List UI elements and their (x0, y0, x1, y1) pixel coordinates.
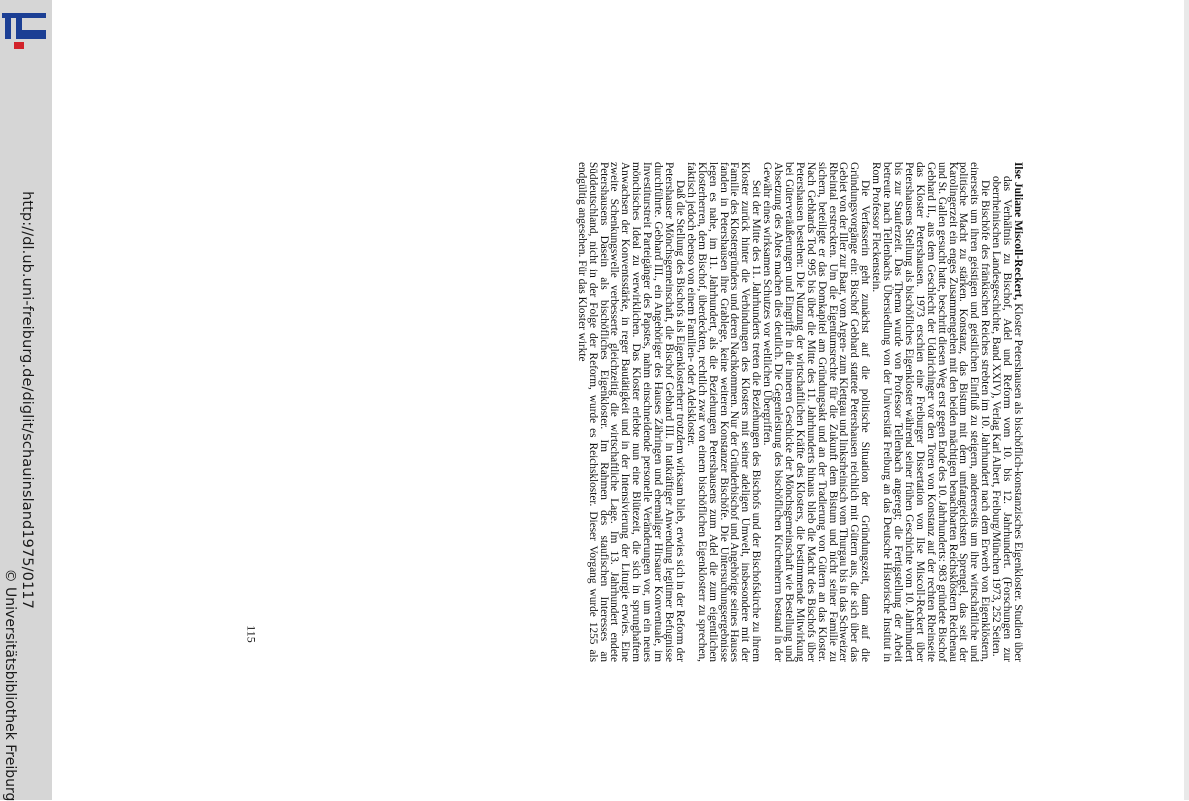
copyright-notice: © Universitätsbibliothek Freiburg (2, 568, 18, 801)
scrollbar[interactable] (1184, 0, 1189, 800)
paragraph-4: Daß die Stellung des Bischofs als Eigenklosterherr trotzdem wirksam blieb, erwies sich in der Reform der Petershauser Mönchsgemeinschaft, die Bischof Gebhard III. in tatkräftiger Anwendung legitimer Befugnisse durchführte. Gebhard III., ein Angehöriger des Hauses Zähringen und ehemaliger Hirsauer Konventuale, im Investiturstreit Parteigänger des Papstes, nahm einschneidende personelle Veränderungen vor, um ein neues mönchisches Ideal zu verwirklichen. Das Kloster erlebte nun eine Blütezeit, die sich in sprunghaftem Anwachsen der Konventsstärke, in reger Bautätigkeit und in der Intensivierung der Liturgie erwies. Eine zweite Schenkungswelle verbesserte gleichzeitig die wirtschaftliche Lage. Im 13. Jahrhundert endete Petershausens Dasein als bischöfliches Eigenkloster. Im Rahmen des staufischen Interesses an Süddeutschland, nicht in der Folge der Reform, wurde es Reichskloster. Dieser Vorgang wurde 1255 als endgültig angesehen. Für das Kloster wirkte (575, 162, 686, 662)
book-author: Ilse Juliane Miscoll-Reckert, (1012, 162, 1024, 301)
book-citation: Kloster Petershausen als bischöflich-konstanzisches Eigenkloster. Studien über das Verhältnis zu Bischof, Adel und Reform vom 10. bis 12. Jahrhundert. (Forschungen zur oberrheinischen Landesgeschichte, Band XXIV), Verlag Karl Albert, Freiburg/München 1973, 252 Seiten. (990, 176, 1024, 662)
book-entry (990, 162, 1023, 662)
page-number: 115 (244, 625, 259, 643)
university-logo-icon (2, 10, 46, 50)
paragraph-1: Die Bischöfe des fränkischen Reiches strebten im 10. Jahrhundert nach dem Erwerb von Eigenklöstern, einerseits um ihren geistigen und geistlichen Einfluß zu steigern, andererseits um ihre wirtschaftliche und politische Macht zu stärken. Konstanz, das Bistum mit dem umfangreichsten Sprengel, das seit der Karolingerzeit ein enges Zusammengehen mit den beiden mächtigen benachbarten Reichsklöstern Reichenau und St. Gallen gesucht hatte, beschritt diesen Weg erst gegen Ende des 10. Jahrhunderts: 983 gründete Bischof Gebhard II., aus dem Geschlecht der Udalrichinger vor den Toren von Konstanz auf der rechten Rheinseite das Kloster Petershausen. 1973 erschien eine Freiburger Dissertation von Ilse Miscoll-Reckert über Petershausens Stellung als bischöfliches Eigenkloster während seiner frühen Geschichte vom 10. Jahrhundert bis zur Stauferzeit. Das Thema wurde von Professor Tellenbach angeregt; die Fertigstellung der Arbeit betreute nach Tellenbachs Übersiedlung von der Universität Freiburg an das Deutsche Historische Institut in Rom Professor Fleckenstein. (870, 162, 992, 662)
viewer-sidebar (0, 0, 52, 800)
paragraph-2: Die Verfasserin geht zunächst auf die politische Situation der Gründungszeit, dann auf die Gründungsvorgänge ein: Bischof Gebhard stattete Petershausen reichlich mit Gütern aus, die sich über das Gebiet von der Iller zur Baar, vom Argen- zum Klettgau und linksrheinisch vom Thurgau bis in das Schweizer Rheintal erstreckten. Um die Eigentumsrechte für die Zukunft dem Bistum und nicht seiner Familie zu sichern, beteiligte er das Domkapitel am Gründungsakt und an der Tradierung von Gütern an das Kloster. Nach Gebhards Tod 995 bis über die Mitte des 11. Jahrhunderts hinaus blieb die Macht des Bischofs über Petershausen bestehen: Die Nutzung der wirtschaftlichen Kräfte des Klosters, die bestimmende Mitwirkung bei Güterveräußerungen und Eingriffe in die inneren Geschicke der Mönchsgemeinschaft wie Bestellung und Absetzung des Abtes machen dies deutlich. Die Gegenleistung des bischöflichen Kirchenherrn bestand in der Gewähr eines wirksamen Schutzes vor weltlichen Übergriffen. (761, 162, 872, 662)
paragraph-3: Seit der Mitte des 11. Jahrhunderts treten die Beziehungen des Bischofs und der Bischofskirche zu ihrem Kloster zurück hinter die Verbindungen des Klosters mit seiner adeligen Umwelt, insbesondere mit der Familie des Klostergründers und deren Nachkommen. Nur der Gründerbischof und Angehörige seines Hauses fanden in Petershausen ihre Grablege, keine weiteren Konstanzer Bischöfe. Die Untersuchungsergebnisse legen es nahe, im 11. Jahrhundert, als die Beziehungen Petershausens zum Adel die zum eigentlichen Klosterherren, dem Bischof, überdeckten, rechtlich zwar von einem bischöflichen Eigenklosterr zu sprechen, faktisch jedoch ebenso von einem Familien- oder Adelskloster. (684, 162, 763, 662)
source-url[interactable]: http://dl.ub.uni-freiburg.de/diglit/schauinsland1975/0117 (19, 191, 35, 609)
scanned-page-text (443, 162, 1023, 662)
